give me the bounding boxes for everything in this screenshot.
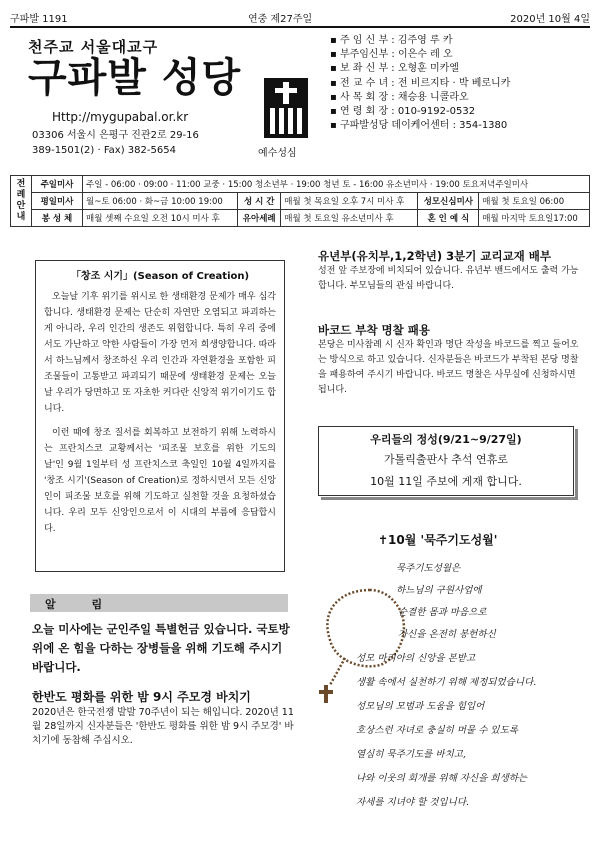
peace-prayer-body: 2020년은 한국전쟁 발발 70주년이 되는 해입니다. 2020년 11월 28일까지 신자분들은 '한반도 평화를 위한 밤 9시 주모경' 바치기에 동참해 주십시오. — [32, 707, 294, 746]
materials-title: 유년부(유치부,1,2학년) 3분기 교리교재 배부 — [318, 249, 552, 263]
staff-line: ▪ 주 임 신 부 : 김주영 루 카 — [330, 35, 453, 46]
staff-line: ▪ 연 령 회 장 : 010-9192-0532 — [330, 106, 476, 118]
top-rule — [10, 26, 590, 28]
sacred-heart-logo — [264, 78, 308, 154]
notice-title: 알 림 — [45, 598, 119, 611]
offering-title: 우리들의 정성(9/21~9/27일) — [370, 433, 522, 446]
weekday-mass-times: 월~토 06:00 · 화~금 10:00 19:00 — [83, 193, 238, 210]
staff-line: ▪ 사 목 회 장 : 채승용 니콜라오 — [330, 91, 469, 103]
rosary-line: 성모님의 모범과 도움을 힘입어 — [356, 701, 485, 712]
notice-body: 오늘 미사에는 군인주일 특별헌금 있습니다. 국토방위에 온 힘을 다하는 장병들을 위해 기도해 주시기 바랍니다. — [32, 622, 290, 674]
staff-line: ▪ 보 좌 신 부 : 오형훈 미카엘 — [330, 63, 459, 75]
holy-hour-label: 성 시 간 — [238, 193, 281, 210]
marian-mass-label: 성모신심미사 — [418, 193, 479, 210]
wedding-time: 매월 마지막 토요일17:00 — [479, 210, 590, 227]
issue-date: 2020년 10월 4일 — [510, 14, 590, 25]
rosary-line: 호상스런 자녀로 충실히 머물 수 있도록 — [356, 725, 518, 736]
creation-paragraph: 이런 때에 창조 질서를 회복하고 보전하기 위해 노력하시는 프란치스코 교황께서는 '피조물 보호를 위한 기도의 날'인 9월 1일부터 성 프란치스코 축일인 10월 4일까지를 '창조 시기'(Season of Creation)로 정하시면서 모든 신앙인이 피조물 보호를 위해 기도하고 실천할 것을 요청하셨습니다. 우리 모두 신앙인으로서 이 시대의 부름에 응답합시다. — [44, 428, 276, 534]
holy-hour-time: 매월 첫 목요일 오후 7시 미사 후 — [281, 193, 418, 210]
infant-baptism-label: 유아세례 — [238, 210, 281, 227]
offering-line: 가톨릭출판사 추석 연휴로 — [384, 453, 508, 466]
rosary-line: 묵주기도성월은 — [396, 563, 461, 574]
church-name: 구파발 성당 — [28, 55, 242, 101]
issue-number: 구파발 1191 — [10, 14, 68, 25]
rosary-line: 하느님의 구원사업에 — [396, 585, 482, 596]
diocese-name: 천주교 서울대교구 — [28, 38, 159, 56]
offering-line: 10월 11일 주보에 게재 합니다. — [370, 475, 522, 488]
sunday-mass-times: 주일 - 06:00 · 09:00 · 11:00 교중 · 15:00 청소년부 · 19:00 청년 토 - 16:00 유소년미사 · 19:00 토요저녁주일미사 — [83, 176, 590, 193]
header-topline — [10, 8, 590, 26]
materials-body: 성전 앞 주보장에 비치되어 있습니다. 유년부 밴드에서도 출력 가능합니다. 부모님들의 관심 바랍니다. — [318, 266, 579, 291]
creation-paragraph: 오늘날 기후 위기를 위시로 한 생태환경 문제가 매우 심각합니다. 생태환경 문제는 단순히 자연만 오염되고 파괴하는 게 아니라, 우리 인간의 생존도 위협합니다. 특히 우리 중에서도 가난하고 약한 사람들이 가장 먼저 희생양합니다. 따라서 하느님께서 창조하신 우리 인간과 자연환경을 포함한 피조물들이 고통받고 파괴되기 때문에 생태환경 문제는 오늘날 우리가 당면하고 또 자초한 커다란 신앙적 위기이기도 합니다. — [44, 292, 276, 414]
rosary-line: 나와 이웃의 회개를 위해 자신을 희생하는 — [356, 773, 528, 784]
staff-list — [330, 34, 590, 133]
rosary-line: 열심히 묵주기도를 바치고, — [356, 749, 467, 760]
logo-caption: 예수성심 — [258, 148, 297, 159]
liturgy-guide-label: 전례안내 — [11, 176, 32, 227]
website-link[interactable]: Http://mygupabal.or.kr — [52, 110, 189, 124]
staff-line: ▪ 부주임신부 : 이은수 레 오 — [330, 49, 453, 61]
marian-mass-time: 매월 첫 토요일 06:00 — [479, 193, 590, 210]
rosary-line: 생활 속에서 실천하기 위해 제정되었습니다. — [356, 677, 537, 688]
sunday-mass-label: 주일미사 — [32, 176, 83, 193]
rosary-line: 성모 마리아의 신앙을 본받고 — [356, 653, 476, 664]
peace-prayer-title: 한반도 평화를 위한 밤 9시 주모경 바치기 — [32, 690, 251, 704]
weekday-mass-label: 평일미사 — [32, 193, 83, 210]
communion-time: 매월 셋째 수요일 오전 10시 미사 후 — [83, 210, 238, 227]
rosary-month-title: ✝10월 '묵주기도성월' — [378, 533, 498, 547]
barcode-body: 본당은 미사참례 시 신자 확인과 명단 작성을 바코드를 찍고 들어오는 방식으로 하고 있습니다. 신자분들은 바코드가 부착된 본당 명찰을 패용하여 주시기 바랍니다. 바코드 명찰은 사무실에 신청하시면 됩니다. — [318, 340, 579, 395]
rosary-line: 순결한 몸과 마음으로 — [398, 607, 487, 618]
barcode-title: 바코드 부착 명찰 패용 — [318, 323, 430, 337]
rosary-line: 자세를 지녀야 할 것입니다. — [356, 797, 470, 808]
staff-line: ▪ 전 교 수 녀 : 전 비르지타 · 박 베로니카 — [330, 77, 511, 89]
rosary-line: 자신을 온전히 봉헌하신 — [398, 629, 496, 640]
phone-line: 389-1501(2) · Fax) 382-5654 — [32, 145, 176, 156]
church-address — [32, 128, 199, 158]
communion-label: 봉 성 체 — [32, 210, 83, 227]
staff-line: ▪ 구파발성당 데이케어센터 : 354-1380 — [330, 120, 508, 132]
offering-box — [318, 426, 574, 496]
wedding-label: 혼 인 예 식 — [418, 210, 479, 227]
liturgical-sunday: 연중 제27주일 — [248, 14, 313, 25]
mass-schedule-table — [10, 175, 590, 227]
infant-baptism-time: 매월 첫 토요일 유소년미사 후 — [281, 210, 418, 227]
creation-title: 「창조 시기」(Season of Creation) — [70, 271, 250, 282]
season-of-creation-box — [35, 260, 285, 572]
address-line: 03306 서울시 은평구 진관2로 29-16 — [32, 130, 199, 141]
